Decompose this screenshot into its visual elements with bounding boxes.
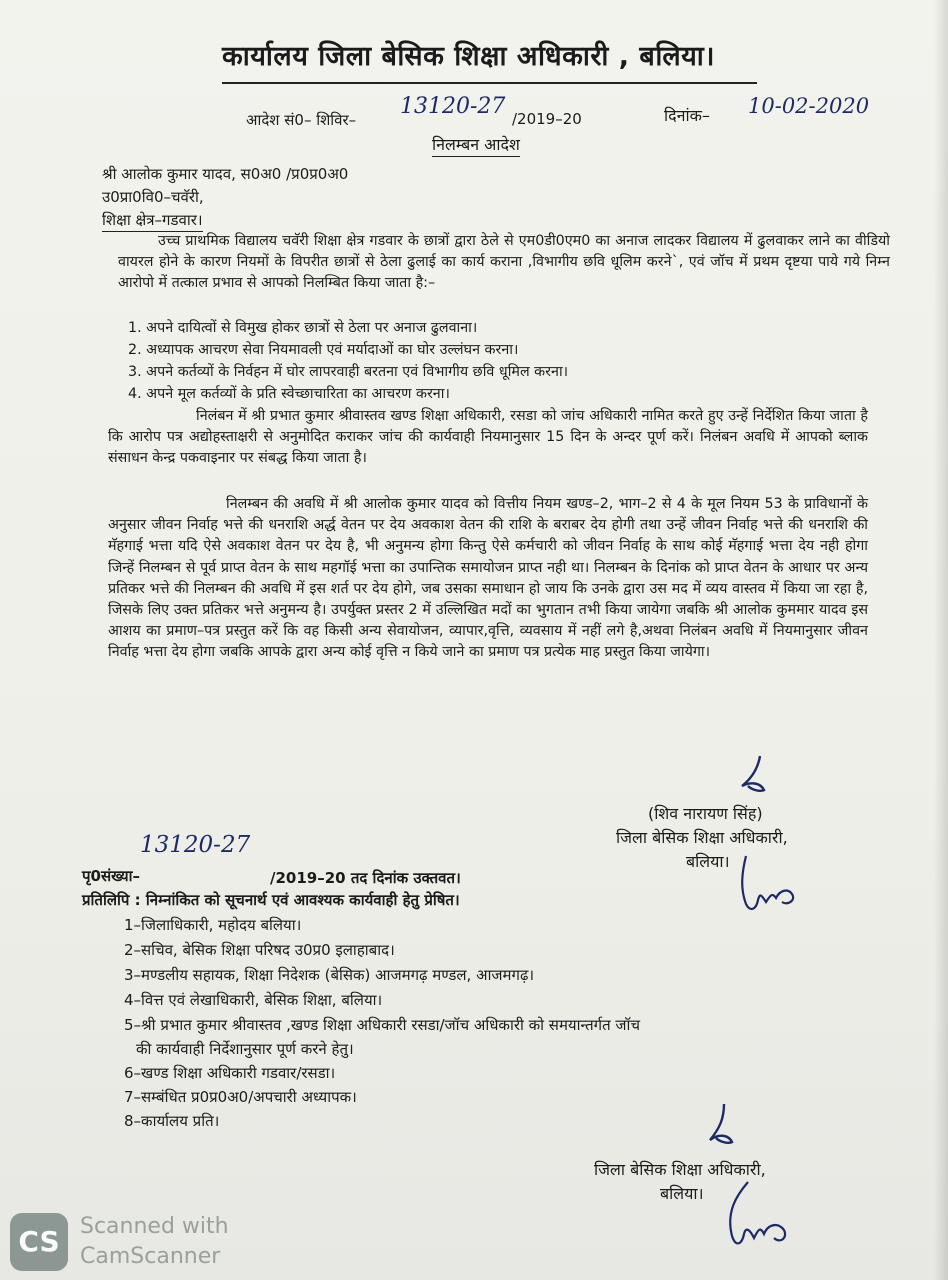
signatory2-place: बलिया। <box>660 1184 704 1203</box>
inquiry-text: निलंबन में श्री प्रभात कुमार श्रीवास्तव खण्ड शिक्षा अधिकारी, रसडा को जांच अधिकारी नामित करते हुए उन्हें निर्देशित किया जाता है कि आरोप पत्र अद्योहस्ताक्षरी से अनुमोदित कराकर जांच की कार्यवाही नियमानुसार 15 दिन के अन्दर पूर्ण करें। निलंबन अवधि में आपको ब्लाक संसाधन केन्द्र पकवाइनार पर संबद्ध किया जाता है। <box>108 408 868 467</box>
order-year: /2019–20 <box>512 110 582 128</box>
intro-paragraph <box>118 231 890 295</box>
inquiry-paragraph <box>108 406 868 470</box>
document-title: कार्यालय जिला बेसिक शिक्षा अधिकारी , बलिया। <box>222 41 716 72</box>
recipient-item: 3–मण्डलीय सहायक, शिक्षा निदेशक (बेसिक) आजमगढ़ मण्डल, आजमगढ़। <box>124 966 535 984</box>
signature-initials-1 <box>736 852 802 918</box>
charge-item: 1. अपने दायित्वों से विमुख होकर छात्रों से ठेला पर अनाज ढुलवाना। <box>128 320 478 336</box>
signature-initials-2 <box>718 1178 802 1258</box>
addressee-line2: उ0प्रा0वि0–चवॅरी, <box>102 188 204 206</box>
recipient-item: 6–खण्ड शिक्षा अधिकारी गडवार/रसडा। <box>124 1064 336 1082</box>
charge-item: 2. अध्यापक आचरण सेवा नियमावली एवं मर्यादाओं का घोर उल्लंघन करना। <box>128 342 519 358</box>
order-number-handwritten: 13120-27 <box>400 94 506 119</box>
subject-heading: निलम्बन आदेश <box>432 133 520 157</box>
charge-item: 4. अपने मूल कर्तव्यों के प्रति स्वेच्छाचारिता का आचरण करना। <box>128 386 450 402</box>
recipient-item-continued: की कार्यवाही निर्देशानुसार पूर्ण करने हेतु। <box>136 1040 354 1058</box>
copy-ref-label: पृ0संख्या– <box>82 867 140 885</box>
recipient-item: 2–सचिव, बेसिक शिक्षा परिषद उ0प्र0 इलाहाबाद। <box>124 941 395 959</box>
signatory-name: (शिव नारायण सिंह) <box>648 804 763 823</box>
watermark-line1: Scanned with <box>80 1214 229 1239</box>
recipient-item: 4–वित्त एवं लेखाधिकारी, बेसिक शिक्षा, बलिया। <box>124 991 383 1009</box>
allowance-paragraph <box>108 494 868 664</box>
copy-number-handwritten: 13120-27 <box>140 832 251 858</box>
signature-mark-1 <box>730 752 776 800</box>
addressee-line3: शिक्षा क्षेत्र–गडवार। <box>102 210 203 232</box>
addressee-line1: श्री आलोक कुमार यादव, स0अ0 /प्र0प्र0अ0 <box>102 165 349 183</box>
camscanner-watermark <box>80 1212 229 1272</box>
watermark-line2: CamScanner <box>80 1244 221 1269</box>
intro-text: उच्च प्राथमिक विद्यालय चवॅरी शिक्षा क्षेत्र गडवार के छात्रों द्वारा ठेले से एम0डी0एम0 का अनाज लादकर विद्यालय में ढुलवाकर लाने का वीडियो वायरल होने के कारण नियमों के विपरीत छात्रों से ठेला ढुलाई का कार्य कराना ,विभागीय छवि धूलिम करने`, एवं जॉच में प्रथम दृष्टया पाये गये निम्न आरोपो में तत्काल प्रभाव से आपको निलम्बित किया जाता है:– <box>118 233 890 292</box>
charge-item: 3. अपने कर्तव्यों के निर्वहन में घोर लापरवाही बरतना एवं विभागीय छवि धूमिल करना। <box>128 364 569 380</box>
order-prefix: आदेश सं0– शिविर– <box>246 111 357 129</box>
copy-ref-rest: /2019–20 तद दिनांक उक्तवत। <box>270 869 461 887</box>
recipient-item: 8–कार्यालय प्रति। <box>124 1112 220 1130</box>
allowance-text: निलम्बन की अवधि में श्री आलोक कुमार यादव को वित्तीय नियम खण्ड–2, भाग–2 से 4 के मूल नियम 53 के प्राविधानों के अनुसार जीवन निर्वाह भत्ते की धनराशि अर्द्ध वेतन पर देय अवकाश वेतन की राशि के बराबर देय होगी तथा उन्हें जीवन निर्वाह भत्ते की धनराशि की मॅहगाई भत्ता यदि ऐसे अवकाश वेतन पर देय है, भी अनुमन्य होगा किन्तु ऐसे कर्मचारी को जीवन निर्वाह के साथ कोई मॅहगाई भत्ता देय नही होगा जिन्हें निलम्बन से पूर्व प्राप्त वेतन के साथ महगॉई भत्ता का उपान्तिक समायोजन प्राप्त नही था। निलम्बन के दिनांक को प्राप्त वेतन के आधार पर अन्य प्रतिकर भत्ते की निलम्बन की अवधि में इस शर्त पर देय होगे, जब उसका समाधान हो जाय कि उनके द्वारा उस मद में व्यय वास्तव में किया जा रहा है, जिसके लिए उक्त प्रतिकर भत्ते अनुमन्य है। उपर्युक्त प्रस्तर 2 में उल्लिखित मदों का भुगतान तभी किया जायेगा जबकि श्री आलोक कुममार यादव इस आशय का प्रमाण–पत्र प्रस्तुत करें कि वह किसी अन्य सेवायोजन, व्यापार,वृत्ति, व्यवसाय में नहीं लगे है,अथवा निलंबन अवधि में नियमानुसार जीवन निर्वाह भत्ता देय होगा जबकि आपके द्वारा अन्य कोई वृत्ति न किये जाने का प्रमाण पत्र प्रत्येक माह प्रस्तुत किया जायेगा। <box>108 496 868 661</box>
page-edge-shadow <box>934 0 948 1280</box>
recipient-item: 7–सम्बंधित प्र0प्र0अ0/अपचारी अध्यापक। <box>124 1088 357 1106</box>
signatory2-designation: जिला बेसिक शिक्षा अधिकारी, <box>594 1160 766 1179</box>
copy-heading: प्रतिलिपि : निम्नांकित को सूचनार्थ एवं आवश्यक कार्यवाही हेतु प्रेषित। <box>82 891 460 909</box>
signatory-designation: जिला बेसिक शिक्षा अधिकारी, <box>616 828 788 847</box>
recipient-item: 1–जिलाधिकारी, महोदय बलिया। <box>124 916 302 934</box>
date-handwritten: 10-02-2020 <box>748 94 870 118</box>
camscanner-logo: CS <box>10 1213 68 1271</box>
date-label: दिनांक– <box>664 106 710 125</box>
recipient-item: 5–श्री प्रभात कुमार श्रीवास्तव ,खण्ड शिक्षा अधिकारी रसडा/जॉच अधिकारी को समयान्तर्गत जॉच <box>124 1016 640 1034</box>
signatory-place: बलिया। <box>686 852 730 871</box>
signature-mark-2 <box>702 1100 744 1152</box>
title-underline <box>222 82 757 84</box>
